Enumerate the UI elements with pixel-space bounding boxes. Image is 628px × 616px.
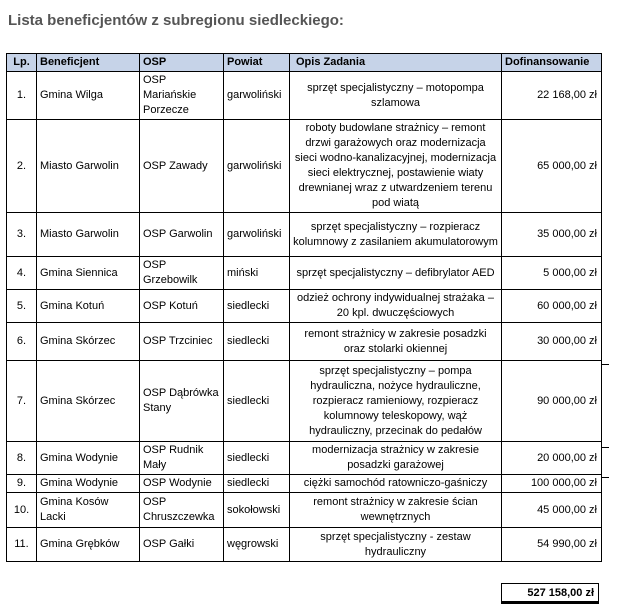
row-osp: OSP Dąbrówka Stany	[140, 361, 224, 442]
row-opis: remont strażnicy w zakresie ścian wewnętrznych	[290, 493, 502, 528]
row-lp: 2.	[7, 120, 37, 213]
table-row	[7, 72, 602, 120]
row-powiat: sokołowski	[224, 493, 290, 528]
row-lp: 9.	[7, 475, 37, 493]
row-dofinansowanie: 60 000,00 zł	[502, 290, 602, 323]
row-lp: 4.	[7, 257, 37, 290]
row-opis: sprzęt specjalistyczny - zestaw hydrauliczny	[290, 528, 502, 562]
row-beneficjent: Gmina Kotuń	[37, 290, 140, 323]
row-osp: OSP Wodynie	[140, 475, 224, 493]
table-row	[7, 213, 602, 257]
header-osp: OSP	[140, 54, 224, 72]
total-underline	[501, 602, 599, 604]
table-row	[7, 323, 602, 361]
row-opis: remont strażnicy w zakresie posadzki oraz stolarki okiennej	[290, 323, 502, 361]
row-lp: 10.	[7, 493, 37, 528]
row-beneficjent: Gmina Siennica	[37, 257, 140, 290]
row-powiat: siedlecki	[224, 361, 290, 442]
row-lp: 5.	[7, 290, 37, 323]
row-dofinansowanie: 100 000,00 zł	[502, 475, 602, 493]
row-beneficjent: Miasto Garwolin	[37, 213, 140, 257]
row-powiat: garwoliński	[224, 72, 290, 120]
row-dofinansowanie: 90 000,00 zł	[502, 361, 602, 442]
table-row	[7, 257, 602, 290]
row-opis: sprzęt specjalistyczny – motopompa szlamowa	[290, 72, 502, 120]
row-beneficjent: Gmina Wilga	[37, 72, 140, 120]
row-powiat: siedlecki	[224, 290, 290, 323]
row-beneficjent: Miasto Garwolin	[37, 120, 140, 213]
row-dofinansowanie: 45 000,00 zł	[502, 493, 602, 528]
row-powiat: siedlecki	[224, 442, 290, 475]
row-lp: 3.	[7, 213, 37, 257]
table-header-row	[7, 54, 602, 72]
row-dofinansowanie: 20 000,00 zł	[502, 442, 602, 475]
table-row	[7, 475, 602, 493]
row-lp: 7.	[7, 361, 37, 442]
row-osp: OSP Garwolin	[140, 213, 224, 257]
header-beneficjent: Beneficjent	[37, 54, 140, 72]
row-powiat: węgrowski	[224, 528, 290, 562]
row-opis: roboty budowlane strażnicy – remont drzwi garażowych oraz modernizacja sieci wodno-kanalizacyjnej, modernizacja sieci elektrycznej, postawienie wiaty drewnianej wraz z utwardzeniem terenu pod wiatą	[290, 120, 502, 213]
table-row	[7, 361, 602, 442]
beneficiaries-table	[6, 53, 602, 562]
row-lp: 6.	[7, 323, 37, 361]
table-row	[7, 493, 602, 528]
table-edge-stub	[601, 447, 609, 448]
row-dofinansowanie: 30 000,00 zł	[502, 323, 602, 361]
table-row	[7, 528, 602, 562]
row-osp: OSP Trzciniec	[140, 323, 224, 361]
row-beneficjent: Gmina Kosów Lacki	[37, 493, 140, 528]
row-dofinansowanie: 35 000,00 zł	[502, 213, 602, 257]
row-osp: OSP Zawady	[140, 120, 224, 213]
row-osp: OSP Gałki	[140, 528, 224, 562]
row-powiat: siedlecki	[224, 475, 290, 493]
table-row	[7, 442, 602, 475]
table-row	[7, 120, 602, 213]
table-edge-stub	[601, 364, 609, 365]
header-opis: Opis Zadania	[290, 54, 502, 72]
row-beneficjent: Gmina Skórzec	[37, 323, 140, 361]
row-opis: sprzęt specjalistyczny – defibrylator AED	[290, 257, 502, 290]
row-powiat: garwoliński	[224, 213, 290, 257]
page-title: Lista beneficjentów z subregionu siedleckiego:	[8, 12, 344, 29]
row-beneficjent: Gmina Wodynie	[37, 475, 140, 493]
row-dofinansowanie: 54 990,00 zł	[502, 528, 602, 562]
row-opis: sprzęt specjalistyczny – pompa hydrauliczna, nożyce hydrauliczne, rozpieracz ramieniowy, rozpieracz kolumnowy teleskopowy, wąż hydrauliczny, przecinak do pedałów	[290, 361, 502, 442]
row-dofinansowanie: 22 168,00 zł	[502, 72, 602, 120]
row-osp: OSP Grzebowilk	[140, 257, 224, 290]
row-lp: 8.	[7, 442, 37, 475]
row-opis: ciężki samochód ratowniczo-gaśniczy	[290, 475, 502, 493]
row-osp: OSP Chruszczewka	[140, 493, 224, 528]
header-lp: Lp.	[7, 54, 37, 72]
row-powiat: siedlecki	[224, 323, 290, 361]
row-powiat: garwoliński	[224, 120, 290, 213]
header-powiat: Powiat	[224, 54, 290, 72]
row-dofinansowanie: 5 000,00 zł	[502, 257, 602, 290]
row-lp: 11.	[7, 528, 37, 562]
row-lp: 1.	[7, 72, 37, 120]
row-powiat: miński	[224, 257, 290, 290]
row-osp: OSP Kotuń	[140, 290, 224, 323]
row-beneficjent: Gmina Grębków	[37, 528, 140, 562]
row-beneficjent: Gmina Skórzec	[37, 361, 140, 442]
table-edge-stub	[601, 477, 609, 478]
row-opis: odzież ochrony indywidualnej strażaka – 20 kpl. dwuczęściowych	[290, 290, 502, 323]
header-dofinansowanie: Dofinansowanie	[502, 54, 602, 72]
row-beneficjent: Gmina Wodynie	[37, 442, 140, 475]
total-amount: 527 158,00 zł	[501, 583, 599, 602]
row-dofinansowanie: 65 000,00 zł	[502, 120, 602, 213]
row-osp: OSP Mariańskie Porzecze	[140, 72, 224, 120]
row-osp: OSP Rudnik Mały	[140, 442, 224, 475]
table-row	[7, 290, 602, 323]
row-opis: sprzęt specjalistyczny – rozpieracz kolumnowy z zasilaniem akumulatorowym	[290, 213, 502, 257]
row-opis: modernizacja strażnicy w zakresie posadzki garażowej	[290, 442, 502, 475]
